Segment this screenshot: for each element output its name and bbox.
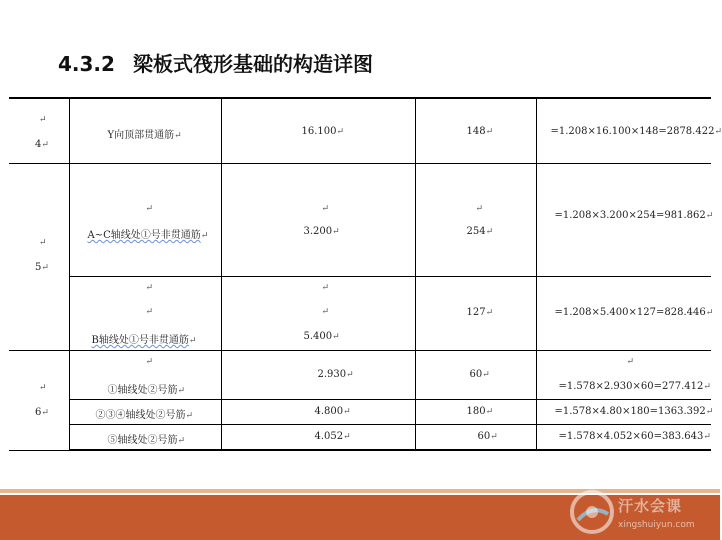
rebar-name: Y向顶部贯通筋↵ [107,130,182,141]
watermark-text: 汗水会课 [618,497,683,515]
table-row [9,277,711,351]
rebar-length: 16.100↵ [301,126,345,137]
watermark-url: xingshuiyun.com [618,520,695,530]
page-title [58,48,373,77]
table-row [9,425,711,451]
rebar-length: 4.800↵ [314,406,351,417]
rebar-table [9,97,722,451]
row-number: 6↵ [35,407,49,418]
row-number: 4↵ [35,139,49,150]
paragraph-mark: ↵ [145,204,154,214]
rebar-count: 60↵ [469,369,490,380]
rebar-length: 3.200↵ [303,226,340,237]
rebar-count: 148↵ [466,126,494,137]
table-row [9,351,711,400]
weight-formula: =1.578×4.052×60=383.643↵ [558,431,711,442]
rebar-name: B轴线处①号非贯通筋↵ [91,335,197,346]
table-row [9,400,711,425]
row-number: 5↵ [35,262,49,273]
paragraph-mark: ↵ [39,238,47,248]
paragraph-mark: ↵ [321,283,330,293]
rebar-count: 254↵ [466,226,494,237]
rebar-count: 127↵ [466,307,494,318]
section-title: 梁板式筏形基础的构造详图 [132,52,373,76]
rebar-length: 5.400↵ [303,331,340,342]
paragraph-mark: ↵ [475,204,484,214]
rebar-name: A~C轴线处①号非贯通筋↵ [87,230,209,241]
rebar-length: 2.930↵ [317,369,354,380]
paragraph-mark: ↵ [39,115,47,125]
rebar-name: ⑤轴线处②号筋↵ [107,435,186,446]
paragraph-mark: ↵ [321,204,330,214]
paragraph-mark: ↵ [145,307,154,317]
rebar-count: 180↵ [466,406,494,417]
paragraph-mark: ↵ [39,383,47,393]
weight-formula: =1.208×5.400×127=828.446↵ [554,307,714,318]
weight-formula: =1.208×16.100×148=2878.422↵ [550,126,722,137]
weight-formula: =1.208×3.200×254=981.862↵ [554,210,714,221]
table-row [9,164,711,277]
rebar-name: ②③④轴线处②号筋↵ [95,410,194,421]
weight-formula: =1.578×4.80×180=1363.392↵ [554,406,714,417]
rebar-name: ①轴线处②号筋↵ [107,385,186,396]
section-number: 4.3.2 [58,52,115,76]
weight-formula: =1.578×2.930×60=277.412↵ [558,381,711,392]
paragraph-mark: ↵ [626,357,635,367]
paragraph-mark: ↵ [321,307,330,317]
paragraph-mark: ↵ [145,357,154,367]
paragraph-mark: ↵ [145,283,154,293]
rebar-count: 60↵ [477,431,498,442]
rebar-length: 4.052↵ [314,431,351,442]
table-row [9,98,711,164]
